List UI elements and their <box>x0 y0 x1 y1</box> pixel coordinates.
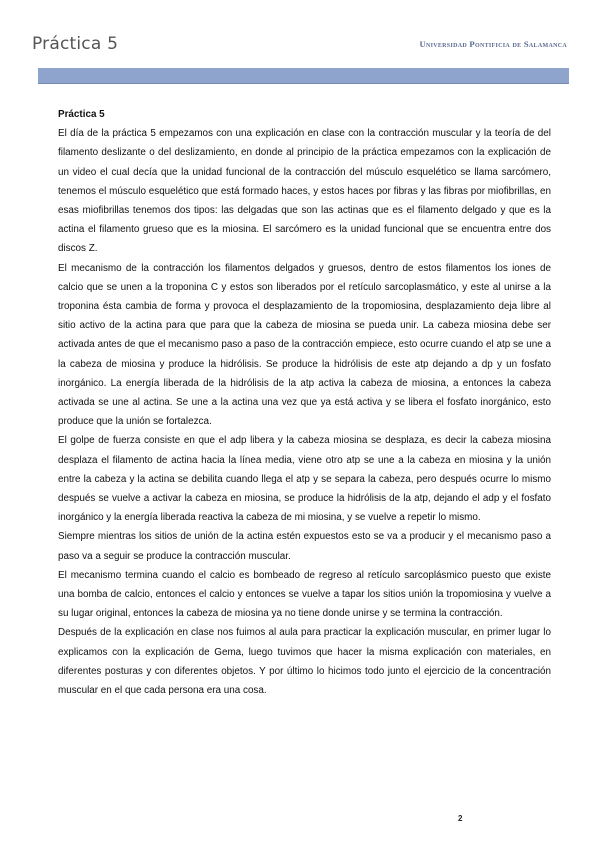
document-heading: Práctica 5 <box>58 109 105 120</box>
page-number: 2 <box>458 814 463 823</box>
paragraph: Siempre mientras los sitios de unión de la actina estén expuestos esto se va a producir y el mecanismo paso a paso va a seguir se produce la contracción muscular. <box>58 531 551 562</box>
university-name: Universidad Pontificia de Salamanca <box>419 39 567 49</box>
paragraph: El mecanismo termina cuando el calcio es bombeado de regreso al retículo sarcoplásmico puesto que existe una bomba de calcio, entonces el calcio y entonces se vuelve a tapar los sitios unión la tropomiosina y vuelve a su lugar original, entonces la cabeza de miosina ya no tiene donde unirse y se termina la contracción. <box>58 569 551 620</box>
paragraph: Después de la explicación en clase nos fuimos al aula para practicar la explicación muscular, en primer lugar lo explicamos con la explicación de Gema, luego tuvimos que hacer la misma explicación con materiales, en diferentes posturas y con diferentes objetos. Y por último lo hicimos todo junto el ejercicio de la concentración muscular en el que cada persona era una cosa. <box>58 627 551 697</box>
document-body <box>58 105 551 700</box>
paragraph: El golpe de fuerza consiste en que el adp libera y la cabeza miosina se desplaza, es decir la cabeza miosina desplaza el filamento de actina hacia la línea media, viene otro atp se une a la cabeza en miosina y la unión entre la cabeza y la actina se debilita cuando llega el atp y se separa la cabeza, pero después ocurre lo mismo después se vuelve a activar la cabeza en miosina, se produce la hidrólisis de la atp, dejando el adp y el fosfato inorgánico y la energía liberada reactiva la cabeza de mi miosina, y se vuelve a repetir lo mismo. <box>58 435 551 524</box>
header-band <box>38 68 569 84</box>
paragraph: El día de la práctica 5 empezamos con una explicación en clase con la contracción muscular y la teoría de del filamento deslizante o del deslizamiento, en donde al principio de la práctica empezamos con la explicación de un video el cual decía que la unidad funcional de la contracción del músculo esquelético se llama sarcómero, tenemos el músculo esquelético que está formado haces, y estos haces por fibras y las fibras por miofibrillas, en esas miofibrillas tenemos dos tipos: las delgadas que son las actinas que es el filamento delgado y que es la actina el filamento grueso que es la miosina. El sarcómero es la unidad funcional que se encuentra entre dos discos Z. <box>58 128 551 255</box>
header-title: Práctica 5 <box>32 34 119 54</box>
paragraph: El mecanismo de la contracción los filamentos delgados y gruesos, dentro de estos filamentos los iones de calcio que se unen a la troponina C y estos son liberados por el retículo sarcoplasmático, y este al unirse a la troponina ésta cambia de forma y provoca el desplazamiento de la tropomiosina, desplazamiento deja libre al sitio activo de la actina para que para que la cabeza de miosina se pueda unir. La cabeza miosina debe ser activada antes de que el mecanismo paso a paso de la contracción empiece, esto ocurre cuando el atp se une a la cabeza de miosina y produce la hidrólisis. Se produce la hidrólisis de este atp dejando a dp y un fosfato inorgánico. La energía liberada de la hidrólisis de la atp activa la cabeza de miosina, a entonces la cabeza activada se une al actina. Se une a la actina una vez que ya está activa y se libera el fosfato inorgánico, esto produce que la unión se fortalezca. <box>58 262 551 428</box>
